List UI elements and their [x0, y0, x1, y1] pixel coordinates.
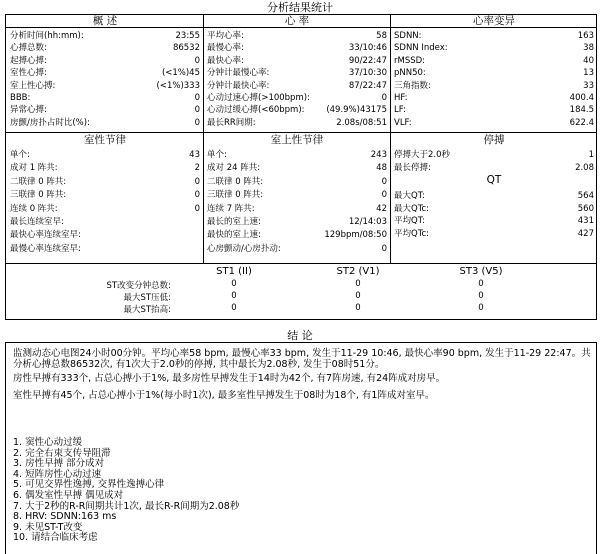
stat-value: (49.9%)43175 [326, 105, 387, 116]
stat-row [10, 31, 200, 41]
stat-value: 0 [381, 243, 387, 254]
stat-label: 最长连续室早: [10, 217, 64, 227]
stat-label: 最长停搏: [394, 163, 431, 173]
stat-label: SDNN Index: [394, 43, 448, 54]
stat-label: 分析时间(hh:mm): [10, 31, 84, 41]
stat-value: 560 [577, 203, 594, 214]
conclusion-paragraph: 房性早搏有333个, 占总心搏小于1%, 最多房性早搏发生于14时为42个, 有7阵房速, 有24阵成对房早。 [13, 373, 446, 384]
stat-label: 最快心率连续室早: [10, 230, 81, 241]
stat-row [10, 204, 200, 214]
stat-row [207, 93, 387, 103]
stat-row [207, 81, 387, 91]
stat-label: BBB: [10, 93, 31, 103]
stat-label: 最慢心率: [207, 43, 244, 54]
vline-2 [390, 15, 391, 263]
stat-row [394, 31, 594, 41]
stat-row [394, 118, 594, 128]
stat-row [10, 163, 200, 173]
stat-value: 622.4 [569, 117, 594, 128]
conclusion-item: 8. HRV: SDNN:163 ms [13, 511, 117, 523]
stat-value: 33/10:46 [348, 43, 387, 54]
stat-label: rMSSD: [394, 55, 426, 66]
stat-value: 0 [381, 190, 387, 201]
stat-label: 平均心率: [207, 31, 244, 41]
stat-row [207, 68, 387, 78]
stat-label: 二联律 0 阵共: [207, 176, 264, 187]
stat-row [10, 230, 200, 240]
st-section [6, 265, 596, 319]
conclusion-paragraph: 室性早搏有45个, 占总心搏小于1%(每小时1次), 最多室性早搏发生于08时为18个, 有1阵成对室早。 [13, 390, 435, 401]
hline-st [6, 263, 596, 264]
stat-label: 分钟计最快心率: [207, 80, 270, 91]
stat-row [207, 204, 387, 214]
stat-row [394, 229, 594, 239]
stat-label: 室上性心搏: [10, 80, 56, 91]
st-row-label: 最大ST压低: [123, 293, 171, 303]
stat-value: 0 [194, 190, 200, 201]
stat-value: (<1%)333 [156, 80, 200, 91]
stat-label: LF: [394, 105, 406, 116]
overview-header: 概 述 [92, 15, 118, 27]
conclusion-item: 1. 窦性心动过缓 [13, 437, 83, 448]
supraventricular-section [207, 134, 387, 262]
stat-row [394, 191, 594, 201]
conclusion-paragraph: 监测动态心电图24小时00分钟。平均心率58 bpm, 最慢心率33 bpm, 发生于11-29 10:46, 最快心率90 bpm, 发生于11-29 22:47。共分析心搏总数86532次, 有1次大于2.0秒的停搏, 其中最长为2.08秒, 发生于08时51分。 [13, 348, 591, 370]
stat-row [10, 68, 200, 78]
stat-row [10, 217, 200, 227]
stat-row [10, 244, 200, 254]
stat-label: 成对 1 阵共: [10, 163, 58, 174]
stat-value: 42 [376, 203, 387, 214]
conclusion-header: 结 论 [287, 329, 313, 342]
overview-section [10, 15, 200, 131]
stat-value: 243 [370, 150, 387, 160]
stat-row [10, 43, 200, 53]
stat-value: 2.08 [575, 163, 594, 173]
stat-row [207, 217, 387, 227]
stat-value: 0 [194, 203, 200, 214]
st-value: 0 [478, 303, 484, 313]
ventricular-section [10, 134, 200, 262]
stat-label: 平均QTc: [394, 228, 429, 239]
stat-value: 0 [194, 176, 200, 187]
stat-value: 0 [194, 117, 200, 128]
stat-value: 163 [577, 31, 594, 41]
stat-label: 最快心率: [207, 55, 244, 66]
stat-label: 最长的室上速: [207, 217, 261, 227]
stat-value: 33 [583, 80, 594, 91]
st-column-header: ST2 (V1) [336, 266, 380, 277]
stat-row [207, 118, 387, 128]
stat-row [394, 105, 594, 115]
heart-rate-header: 心 率 [284, 15, 310, 27]
stat-row [10, 177, 200, 187]
conclusion-box [5, 342, 597, 554]
st-row-label: ST改变分钟总数: [106, 281, 171, 291]
conclusion-summary [13, 348, 591, 404]
pause-section [394, 134, 594, 262]
stat-row [394, 150, 594, 160]
ventricular-header: 室性节律 [84, 134, 126, 146]
stat-value: 184.5 [569, 105, 594, 116]
stat-row [394, 56, 594, 66]
stat-value: 0 [381, 176, 387, 187]
conclusion-list [13, 438, 239, 544]
stat-row [10, 93, 200, 103]
st-value: 0 [355, 291, 361, 301]
stat-label: 单个: [207, 150, 227, 160]
stat-row [10, 105, 200, 115]
stat-row [10, 118, 200, 128]
stat-value: 2.08s/08:51 [336, 117, 387, 128]
stat-row [394, 81, 594, 91]
stat-label: 心动过速心搏(>100bpm): [207, 93, 310, 103]
stat-label: 异常心搏: [10, 105, 47, 116]
qt-header: QT [486, 174, 502, 186]
conclusion-item: 6. 偶发室性早搏 偶见成对 [13, 489, 124, 501]
st-value: 0 [478, 279, 484, 289]
heart-rate-section [207, 15, 387, 131]
stat-label: pNN50: [394, 68, 426, 79]
stat-row [394, 216, 594, 226]
stat-label: 起搏心搏: [10, 55, 47, 66]
stat-row [10, 190, 200, 200]
stat-value: 48 [376, 163, 387, 174]
stat-row [207, 150, 387, 160]
stat-label: SDNN: [394, 31, 422, 41]
st-value: 0 [231, 291, 237, 301]
stat-label: 心动过缓心搏(<60bpm): [207, 105, 305, 116]
stat-label: 最大QTc: [394, 203, 429, 214]
statistics-sheet [5, 14, 597, 320]
st-row-label: 最大ST抬高: [123, 305, 171, 315]
stat-label: 房颤/房扑占时比(%): [10, 117, 90, 128]
conclusion-item: 4. 短阵房性心动过速 [13, 468, 102, 480]
stat-value: 564 [577, 191, 594, 201]
stat-value: 0 [194, 105, 200, 116]
stat-row [207, 31, 387, 41]
st-value: 0 [355, 279, 361, 289]
stat-value: 1 [588, 150, 594, 160]
stat-value: 43 [189, 150, 200, 160]
stat-label: 连续 7 阵共: [207, 203, 255, 214]
stat-value: 0 [194, 55, 200, 66]
stat-value: 0 [381, 93, 387, 103]
stat-row [207, 244, 387, 254]
stat-row [10, 56, 200, 66]
st-column-header: ST3 (V5) [459, 266, 503, 277]
stat-row [394, 163, 594, 173]
stat-row [394, 204, 594, 214]
conclusion-item: 7. 大于2秒的R-R间期共计1次, 最长R-R间期为2.08秒 [13, 500, 240, 512]
st-column-header: ST1 (II) [216, 266, 252, 277]
vline-1 [203, 15, 204, 263]
stat-label: 二联律 0 阵共: [10, 176, 67, 187]
stat-row [207, 190, 387, 200]
stat-label: 心搏总数: [10, 43, 47, 54]
st-value: 0 [231, 303, 237, 313]
stat-row [207, 56, 387, 66]
stat-row [207, 43, 387, 53]
st-value: 0 [231, 279, 237, 289]
stat-value: 87/22:47 [348, 80, 387, 91]
conclusion-item: 9. 未见ST-T改变 [13, 521, 83, 533]
stat-value: 40 [583, 55, 594, 66]
stat-label: 平均QT: [394, 216, 425, 226]
stat-value: 38 [583, 43, 594, 54]
stat-label: 室性心搏: [10, 68, 47, 79]
stat-row [10, 150, 200, 160]
stat-value: 12/14:03 [348, 217, 387, 227]
stat-value: 2 [194, 163, 200, 174]
stat-label: 三联律 0 阵共: [10, 190, 67, 201]
supraventricular-header: 室上性节律 [270, 134, 324, 146]
stat-label: 成对 24 阵共: [207, 163, 261, 174]
stat-value: 431 [577, 216, 594, 226]
conclusion-item: 5. 可见交界性逸搏, 交界性逸搏心律 [13, 479, 165, 491]
stat-value: 86532 [172, 43, 200, 54]
stat-row [394, 68, 594, 78]
stat-row [394, 93, 594, 103]
stat-label: 单个: [10, 150, 30, 160]
conclusion-item: 10. 请结合临床考虑 [13, 532, 98, 544]
stat-row [10, 81, 200, 91]
conclusion-item: 2. 完全右束支传导阻滞 [13, 447, 111, 459]
stat-value: 427 [577, 228, 594, 239]
stat-label: 心房颤动/心房扑动: [207, 243, 281, 254]
stat-label: 连续 0 阵共: [10, 203, 58, 214]
stat-label: 分钟计最慢心率: [207, 68, 270, 79]
stat-value: 37/10:30 [348, 68, 387, 79]
stat-value: 23:55 [175, 31, 200, 41]
stat-label: HF: [394, 93, 408, 103]
stat-label: VLF: [394, 117, 412, 128]
stat-value: (<1%)45 [161, 68, 200, 79]
st-value: 0 [355, 303, 361, 313]
hrv-section [394, 15, 594, 131]
hline-middle [6, 132, 596, 133]
stat-value: 58 [376, 31, 387, 41]
stat-label: 最快的室上速: [207, 230, 261, 241]
stat-row [394, 43, 594, 53]
page-title: 分析结果统计 [267, 1, 333, 14]
pause-header: 停搏 [483, 134, 505, 146]
stat-value: 400.4 [569, 93, 594, 103]
st-value: 0 [478, 291, 484, 301]
stat-row [207, 177, 387, 187]
stat-label: 最慢心率连续室早: [10, 243, 81, 254]
stat-row [207, 105, 387, 115]
conclusion-item: 3. 房性早搏 部分成对 [13, 458, 105, 470]
stat-value: 90/22:47 [348, 55, 387, 66]
stat-label: 三联律 0 阵共: [207, 190, 264, 201]
hrv-header: 心率变异 [473, 15, 515, 27]
stat-value: 0 [194, 93, 200, 103]
stat-label: 停搏大于2.0秒 [394, 150, 451, 160]
stat-row [207, 163, 387, 173]
stat-label: 最大QT: [394, 191, 425, 201]
stat-value: 129bpm/08:50 [324, 230, 387, 241]
stat-label: 三角指数: [394, 80, 431, 91]
stat-row [207, 230, 387, 240]
stat-value: 13 [583, 68, 594, 79]
stat-label: 最长RR间期: [207, 117, 256, 128]
